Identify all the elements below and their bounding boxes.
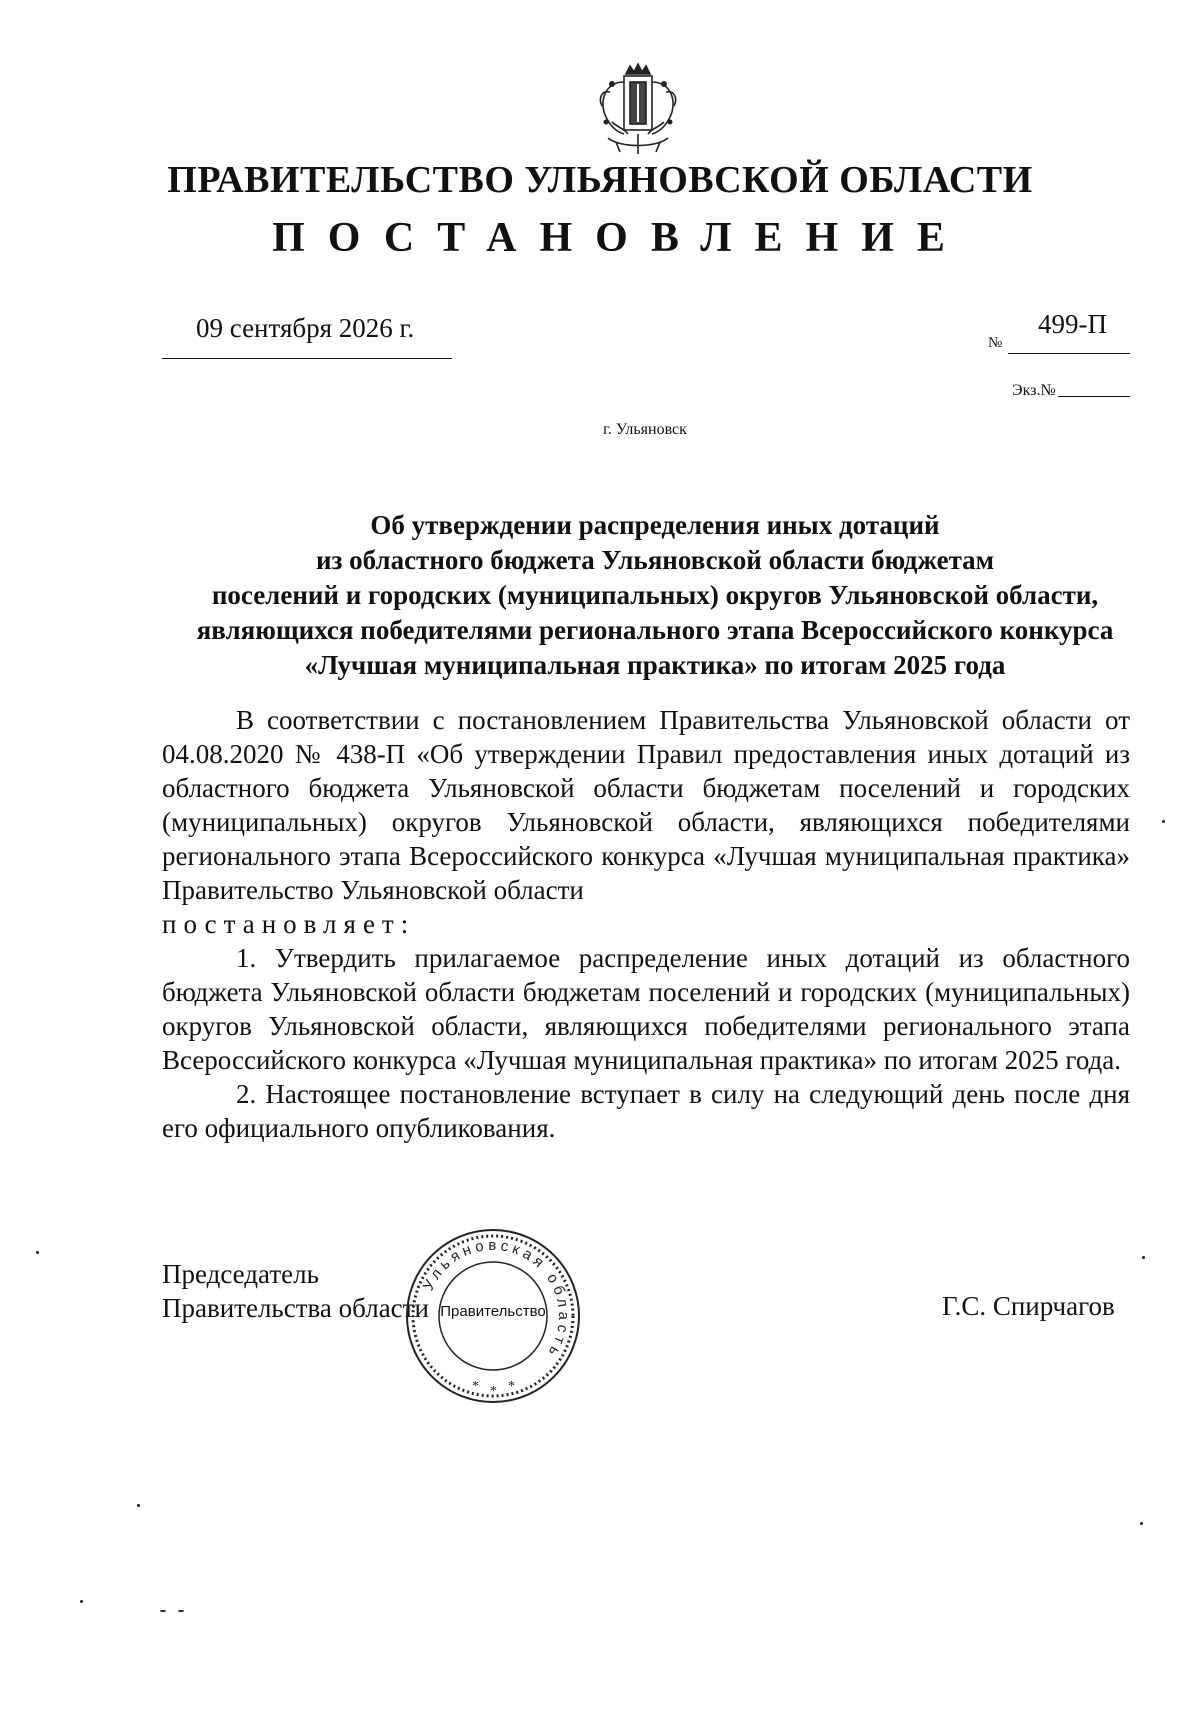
subject-line: поселений и городских (муниципальных) округов Ульяновской области, xyxy=(211,580,1099,610)
seal-center-text: Правительство xyxy=(440,1303,546,1320)
signatory-name: Г.С. Спирчагов xyxy=(942,1291,1115,1321)
svg-text:*: * xyxy=(490,1384,497,1399)
subject-line: из областного бюджета Ульяновской области бюджетам xyxy=(315,545,995,575)
document-subject xyxy=(140,508,1170,683)
document-body xyxy=(162,703,1130,1145)
copy-number-label: Экз.№ xyxy=(1012,382,1056,399)
scan-speck xyxy=(1142,1256,1145,1259)
subject-line: являющихся победителями регионального этапа Всероссийского конкурса xyxy=(196,615,1114,645)
scan-speck xyxy=(137,1504,140,1507)
subject-line: «Лучшая муниципальная практика» по итогам 2025 года xyxy=(304,650,1006,680)
subject-line: Об утверждении распределения иных дотаций xyxy=(370,510,940,540)
svg-text:*: * xyxy=(508,1379,515,1394)
scan-speck xyxy=(1140,1522,1143,1525)
scan-speck xyxy=(178,1610,184,1612)
signatory-role-line: Председатель xyxy=(162,1259,319,1289)
copy-number-underline xyxy=(1058,396,1130,397)
svg-text:Ульяновская область: Ульяновская область xyxy=(419,1236,573,1363)
signatory-role xyxy=(162,1257,429,1325)
signatory-role-line: Правительства области xyxy=(162,1293,429,1323)
resolves-word: постановляет: xyxy=(162,909,416,939)
scan-speck xyxy=(1162,820,1165,823)
scan-speck xyxy=(160,1610,166,1612)
scan-speck xyxy=(36,1251,39,1254)
svg-text:*: * xyxy=(472,1379,479,1394)
ulyanovsk-coat-of-arms-icon xyxy=(590,62,686,158)
date-underline xyxy=(162,358,452,359)
number-sign: № xyxy=(988,335,1003,351)
document-date: 09 сентября 2026 г. xyxy=(196,313,415,343)
document-number: 499-П xyxy=(1038,309,1107,339)
item-2-paragraph: 2. Настоящее постановление вступает в силу на следующий день после дня его официального опубликования. xyxy=(162,1079,1130,1143)
item-1-paragraph: 1. Утвердить прилагаемое распределение иных дотаций из областного бюджета Ульяновской области бюджетам поселений и городских (муниципальных) округов Ульяновской области, являющихся победителями регионального этапа Всероссийского конкурса «Лучшая муниципальная практика» по итогам 2025 года. xyxy=(162,943,1130,1075)
city-label: г. Ульяновск xyxy=(603,421,687,438)
scan-speck xyxy=(80,1600,83,1603)
organization-title: ПРАВИТЕЛЬСТВО УЛЬЯНОВСКОЙ ОБЛАСТИ xyxy=(167,159,1033,201)
document-type-title: ПОСТАНОВЛЕНИЕ xyxy=(272,215,968,261)
number-underline xyxy=(1008,353,1130,354)
preamble-paragraph: В соответствии с постановлением Правительства Ульяновской области от 04.08.2020 № 438-П «Об утверждении Правил предоставления иных дотаций из областного бюджета Ульяновской области бюджетам поселений и городских (муниципальных) округов Ульяновской области, являющихся победителями регионального этапа Всероссийского конкурса «Лучшая муниципальная практика» Правительство Ульяновской области xyxy=(162,705,1130,905)
